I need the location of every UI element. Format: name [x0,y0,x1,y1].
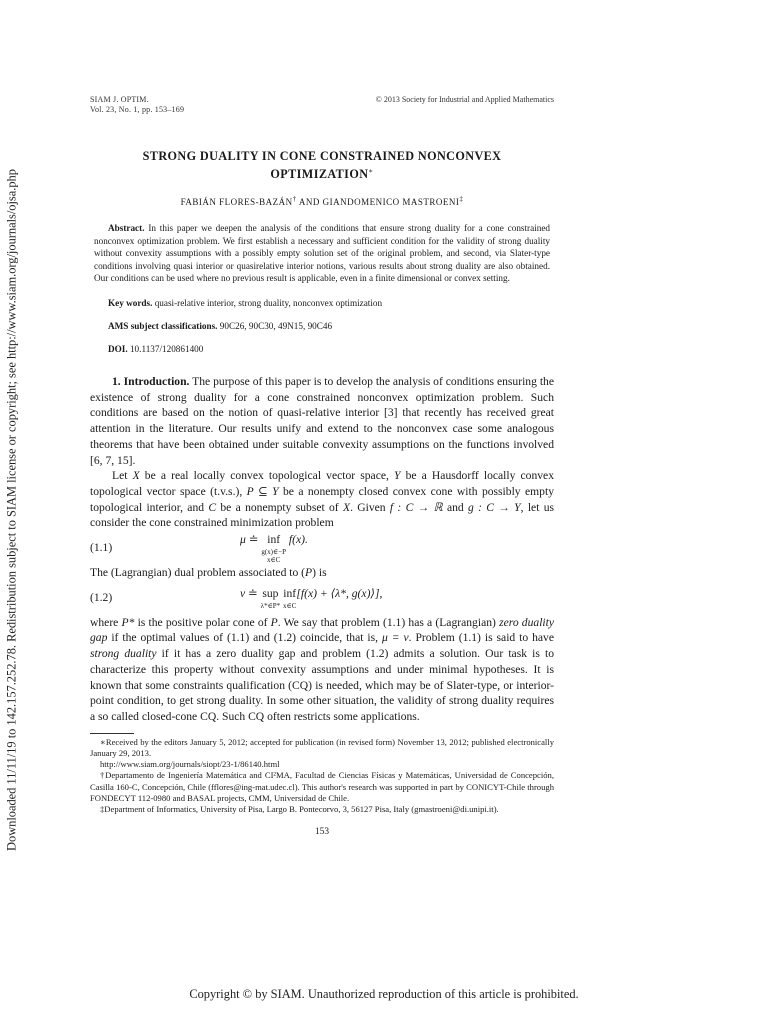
p3-text-a: The (Lagrangian) dual problem associated to ( [90,566,306,580]
footnotes [90,737,554,815]
journal-volume: Vol. 23, No. 1, pp. 153–169 [90,105,185,114]
eq2-op1-text: sup [262,586,279,600]
author-1: FABIÁN FLORES-BAZÁN [180,197,293,208]
p2-math-y: Y [394,469,401,483]
intro-paragraph-2 [90,468,554,531]
p2-text-k: . Given [350,500,390,514]
ams-classifications [90,321,554,331]
p4-math-p: P [270,615,278,629]
p4-text-g: if the optimal values of (1.1) and (1.2) coincide, that is, [107,631,382,645]
intro-paragraph-4 [90,615,554,725]
p2-text-i: be a nonempty subset of [216,500,343,514]
p2-text-e: be a Hausdorff locally convex topological vector space (t.v.s.), [90,469,554,498]
journal-info [90,95,184,115]
ams-text: 90C26, 90C30, 49N15, 90C46 [219,321,333,332]
journal-header [90,95,554,115]
p4-emph-strong-duality: strong duality [90,647,157,661]
equation-1-1 [90,531,554,565]
footnote-url: http://www.siam.org/journals/siopt/23-1/86140.html [100,759,280,770]
eq1-lhs: μ ≐ [240,533,262,547]
journal-name: SIAM J. OPTIM. [90,95,149,104]
eq1-subscript-2: x∈C [267,555,281,564]
author-2: GIANDOMENICO MASTROENI [322,197,460,208]
eq1-rhs: f(x). [286,533,308,547]
download-notice-text: Downloaded 11/11/19 to 142.157.252.78. Redistribution subject to SIAM license or copyright; see http://www.siam.org/journals/ojsa.php [4,169,19,851]
intro-p1-text: The purpose of this paper is to develop the analysis of conditions ensuring the existence of strong duality for a cone constrained nonconvex optimization problem. Such conditions are based on the notion of quasi-relative interior [3] that recently has received great attention in the literature. Our results unify and extend to the nonconvex case some analogous theorems that have been obtained under suitable convexity assumptions on the functions involved [6, 7, 15]. [90,375,554,467]
page-number: 153 [314,827,330,838]
equation-body [240,586,554,610]
introduction-section [90,374,554,725]
abstract [90,222,554,285]
intro-paragraph-1 [90,374,554,468]
eq2-operator-inf [283,586,296,610]
abstract-text: In this paper we deepen the analysis of the conditions that ensure strong duality for a cone constrained nonconvex optimization problem. We first establish a necessary and sufficient condition for the validity of strong duality without convexity assumptions with a possibly empty solution set of the original problem, and second, via Slater-type conditions involving quasi interior or quasirelative interior notions, various results about strong duality are also obtained. Our conditions can be used where no previous result is applicable, even in a finite dimensional or convex setting. [94,223,551,284]
p4-emph-zero-gap: zero duality gap [90,615,554,645]
p4-math-pstar: P* [121,615,135,629]
keywords-label: Key words. [108,298,153,309]
eq2-op2-text: inf [283,586,297,600]
p2-math-g: g : C → Y [468,500,521,514]
eq2-subscript-2: x∈C [283,601,297,610]
p2-text-c: be a real locally convex topological vector space, [139,469,395,483]
bottom-copyright: Copyright © by SIAM. Unauthorized reproduction of this article is prohibited. [189,987,579,1001]
paper-page [90,95,554,837]
intro-paragraph-3 [90,565,554,581]
equation-body [240,532,554,564]
title-line-2-text: OPTIMIZATION [270,167,369,182]
author-1-mark: † [292,195,297,204]
footnote-author-1: †Departamento de Ingeniería Matemática and CI²MA, Facultad de Ciencias Físicas y Matemáticas, Universidad de Concepción, Casilla 160-C, Concepción, Chile (fflores@ing-mat.udec.cl). This author's research was supported in part by CONICYT-Chile through FONDECYT 112-0980 and BASAL projects, CMM, Universidad de Chile. [90,770,554,803]
p2-text-o: , let us consider the cone constrained minimization problem [90,500,555,530]
eq1-operator [261,532,286,564]
doi [90,344,554,354]
keywords-text: quasi-relative interior, strong duality, nonconvex optimization [154,298,383,309]
eq2-operator-sup [261,586,280,610]
p2-math-f: f : C → ℝ [389,500,443,514]
p2-math-x: X [132,469,140,483]
footnote-author-2: ‡Department of Informatics, University of Pisa, Largo B. Pontecorvo, 3, 56127 Pisa, Italy (gmastroeni@di.unipi.it). [100,803,499,814]
title-line-2 [90,164,554,182]
eq2-lhs: ν ≐ [240,586,261,600]
eq1-op-text: inf [267,533,281,547]
p3-math-p: P [305,566,313,580]
keywords [90,298,554,308]
eq2-rhs: [f(x) + ⟨λ*, g(x)⟩], [296,586,383,600]
paper-title [90,149,554,182]
author-conjunction: AND [296,197,323,208]
p2-text-a: Let [112,469,133,483]
p4-text-e: . We say that problem (1.1) has a (Lagrangian) [277,615,500,629]
p2-math-c: C [208,500,217,514]
p4-math-mu-nu: μ = ν [381,631,409,645]
p2-math-x2: X [342,500,351,514]
journal-copyright: © 2013 Society for Industrial and Applied Mathematics [375,95,554,104]
abstract-label: Abstract. [108,223,145,234]
author-list [90,195,554,207]
footnote-rule [90,733,134,734]
equation-number: (1.1) [90,541,113,555]
doi-text: 10.1137/120861400 [129,344,204,355]
p2-math-p: P ⊆ Y [246,484,279,498]
eq2-subscript-1: λ*∈P* [260,601,281,610]
ams-label: AMS subject classifications. [108,321,218,332]
title-line-1: STRONG DUALITY IN CONE CONSTRAINED NONCONVEX [142,149,502,163]
title-footnote-mark: ∗ [368,167,374,175]
eq1-subscript-1: g(x)∈−P [261,547,287,556]
section-heading: 1. Introduction. [112,375,190,389]
p4-text-k: if it has a zero duality gap and problem (1.2) admits a solution. Our task is to characterize this property without convexity assumptions and under minimal hypotheses. It is known that some constraints qualification (CQ) is needed, which may be of Slater-type, or interior-point condition, to get strong duality. In some other situation, the validity of strong duality requires a so called closed-cone CQ. Such CQ often restricts some applications. [90,647,554,723]
p4-text-a: where [90,615,122,629]
equation-number: (1.2) [90,590,113,604]
p3-text-c: ) is [312,566,327,580]
p2-text-g: be a nonempty closed convex cone with possibly empty topological interior, and [90,484,554,514]
p4-text-c: is the positive polar cone of [134,615,271,629]
doi-label: DOI. [108,344,128,355]
author-2-mark: ‡ [459,195,464,204]
footnote-received: ∗Received by the editors January 5, 2012; accepted for publication (in revised form) November 13, 2012; published electronically January 29, 2013. [90,736,554,758]
p4-text-i: . Problem (1.1) is said to have [408,631,554,645]
equation-1-2 [90,581,554,615]
p2-text-m: and [442,500,469,514]
